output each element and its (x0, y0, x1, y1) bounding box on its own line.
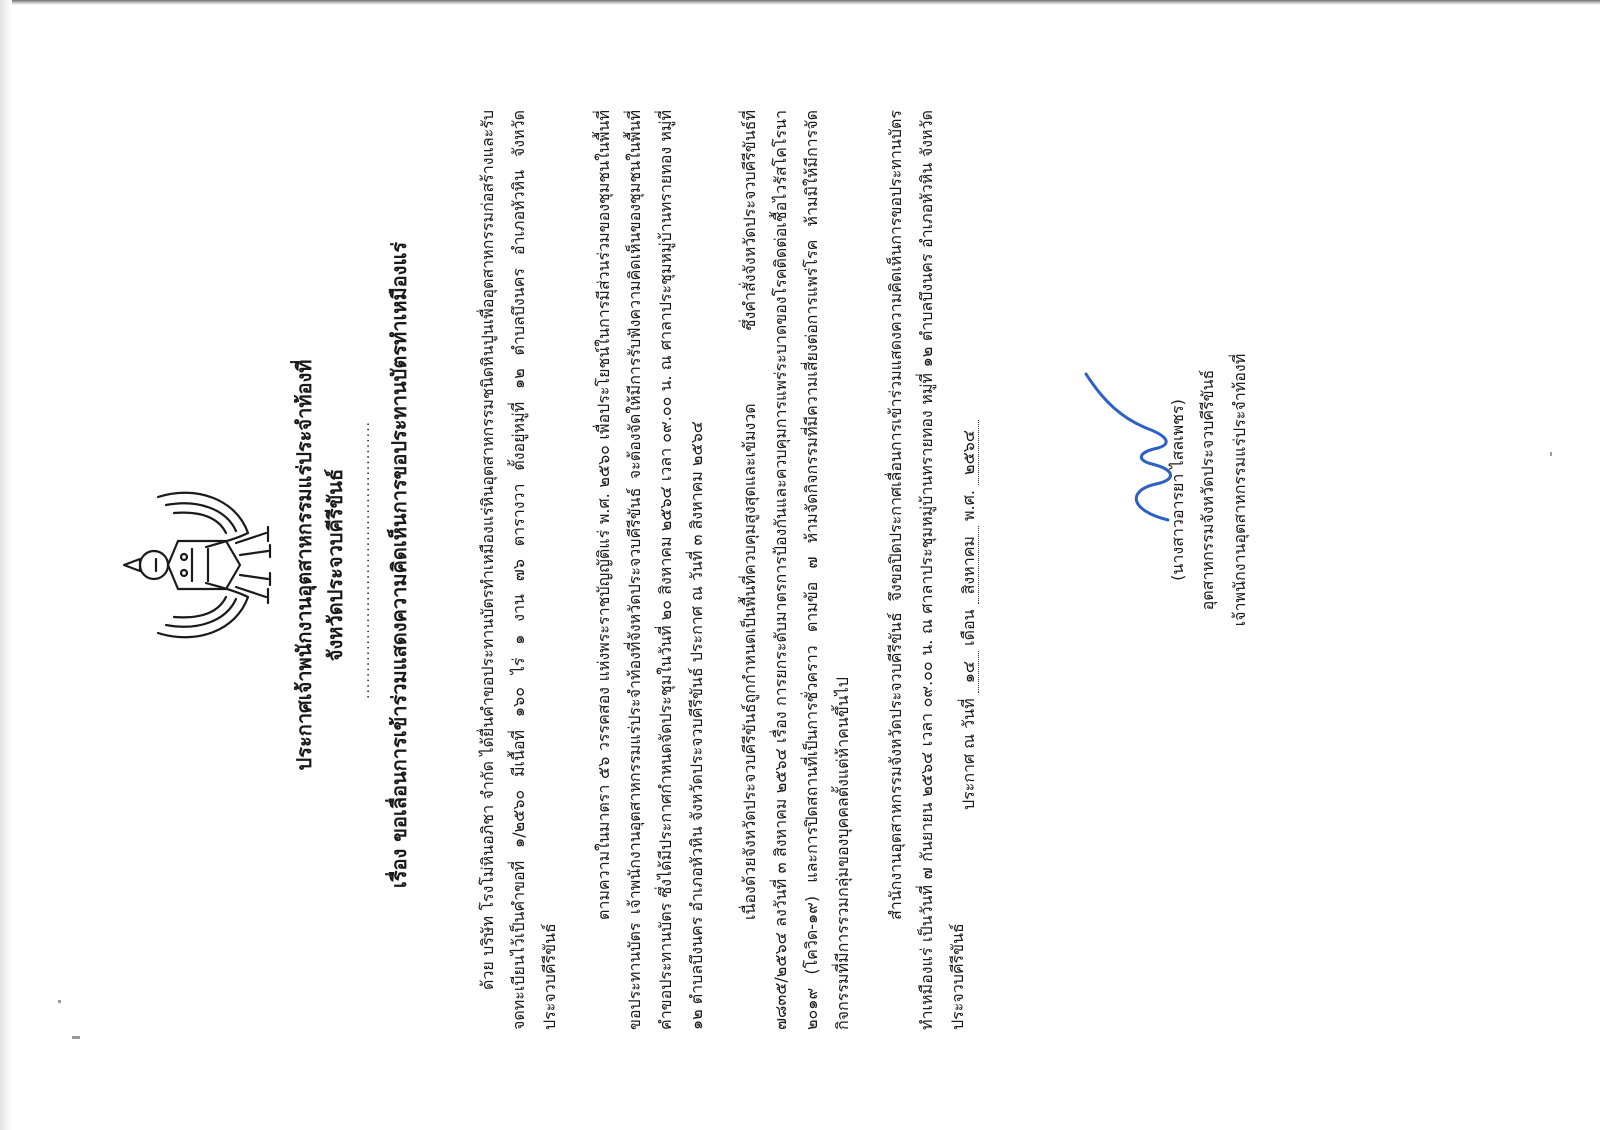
garuda-emblem-icon (118, 477, 278, 653)
body-paragraph-postponement: สำนักงานอุตสาหกรรมจังหวัดประจวบคีรีขันธ์ จึงขอปิดประกาศเลื่อนการเข้าร่วมแสดงความคิดเห็นการขอประทานบัตรทำเหมืองแร่ เป็นวันที่ ๗ กันยายน ๒๕๖๔ เวลา ๐๙.๐๐ น. ณ ศาลาประชุมหมู่บ้านทรายทอง หมู่ที่ ๑๒ ตำบลบึงนคร อำเภอหัวหิน จังหวัดประจวบคีรีขันธ์ (886, 110, 967, 1030)
issue-month-label: เดือน (959, 609, 978, 646)
issue-date-line (955, 110, 983, 810)
issue-prefix: ประกาศ ณ วันที่ (959, 698, 978, 810)
issue-day: ๑๔ (959, 651, 979, 693)
subject-line: เรื่อง ขอเลื่อนการเข้าร่วมแสดงความคิดเห็นการขอประทานบัตรทำเหมืองแร่ (387, 241, 411, 889)
issue-year: ๒๕๖๔ (959, 420, 979, 485)
issue-month: สิงหาคม (959, 526, 979, 604)
title-divider: ................................................... (357, 421, 373, 699)
body-paragraph-application: ด้วย บริษัท โรงโม่หินอภิชา จำกัด ได้ยื่นคำขอประทานบัตรทำเหมืองแร่หินอุตสาหกรรมชนิดหินปูนเพื่ออุตสาหกรรมก่อสร้างและรับจดทะเบียนไว้เป็นคำขอที่ ๑/๒๕๖๐ มีเนื้อที่ ๑๖๐ ไร่ ๑ งาน ๗๖ ตารางวา ตั้งอยู่หมู่ที่ ๑๒ ตำบลบึงนคร อำเภอหัวหิน จังหวัดประจวบคีรีขันธ์ (478, 110, 559, 1030)
signer-position: อุตสาหกรรมจังหวัดประจวบคีรีขันธ์ (1198, 369, 1217, 611)
body-paragraph-hearing: ตามความในมาตรา ๕๖ วรรคสอง แห่งพระราชบัญญัติแร่ พ.ศ. ๒๕๖๐ เพื่อประโยชน์ในการมีส่วนร่วมของชุมชนในพื้นที่ขอประทานบัตร เจ้าพนักงานอุตสาหกรรมแร่ประจำท้องที่จังหวัดประจวบคีรีขันธ์ จะต้องจัดให้มีการรับฟังความคิดเห็นของชุมชนในพื้นที่คำขอประทานบัตร ซึ่งได้มีประกาศกำหนดจัดประชุมในวันที่ ๒๐ สิงหาคม ๒๕๖๔ เวลา ๐๙.๐๐ น. ณ ศาลาประชุมหมู่บ้านทรายทอง หมู่ที่ ๑๒ ตำบลบึงนคร อำเภอหัวหิน จังหวัดประจวบคีรีขันธ์ ประกาศ ณ วันที่ ๓ สิงหาคม ๒๕๖๔ (594, 110, 706, 1030)
signer-role: เจ้าพนักงานอุตสาหกรรมแร่ประจำท้องที่ (1230, 353, 1249, 627)
signer-name: (นางสาวอารยา ไสลเพชร) (1168, 399, 1187, 581)
announcement-title: ประกาศเจ้าพนักงานอุตสาหกรรมแร่ประจำท้องที่ (292, 359, 316, 771)
issue-year-label: พ.ศ. (959, 490, 978, 521)
body-paragraph-covid-order: เนื่องด้วยจังหวัดประจวบคีรีขันธ์ถูกกำหนดเป็นพื้นที่ควบคุมสูงสุดและเข้มงวด ซึ่งคำสั่งจังหวัดประจวบคีรีขันธ์ที่ ๗๘๓๕/๒๕๖๔ ลงวันที่ ๓ สิงหาคม ๒๕๖๔ เรื่อง การยกระดับมาตรการป้องกันและควบคุมการแพร่ระบาดของโรคติดต่อเชื้อไวรัสโคโรนา ๒๐๑๙ (โควิด-๑๙) และการปิดสถานที่เป็นการชั่วคราว ตามข้อ ๗ ห้ามจัดกิจกรรมที่มีความเสี่ยงต่อการแพร่โรค ห้ามมิให้มีการจัดกิจกรรมที่มีการรวมกลุ่มของบุคคลตั้งแต่ห้าคนขึ้นไป (740, 110, 852, 1030)
province-title: จังหวัดประจวบคีรีขันธ์ (323, 468, 347, 662)
